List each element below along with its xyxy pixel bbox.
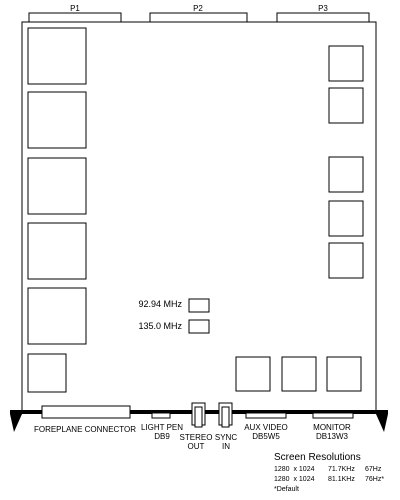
monitor-sublabel: DB13W3	[315, 432, 349, 441]
bracket-right-tab	[376, 414, 388, 432]
connector-p1	[29, 13, 121, 22]
resolution-default-note: *Default	[274, 486, 299, 493]
oscillator-1-label: 92.94 MHz	[138, 299, 182, 309]
sync-in-plug	[222, 407, 229, 427]
chip	[327, 357, 361, 391]
connector-p2-label: P2	[193, 4, 203, 13]
aux-video-sublabel: DB5W5	[252, 432, 280, 441]
chip	[236, 357, 270, 391]
chip	[329, 46, 363, 81]
aux-video-connector	[246, 413, 286, 418]
chip	[329, 88, 363, 123]
connector-p3-label: P3	[318, 4, 328, 13]
bracket-left-tab	[10, 414, 22, 432]
resolution-row-2-hfreq: 81.1KHz	[328, 476, 355, 483]
chip	[28, 354, 66, 392]
connector-p3	[277, 13, 369, 22]
stereo-out-plug	[195, 407, 202, 427]
oscillator-2	[189, 320, 209, 333]
right-chip-column	[329, 46, 363, 278]
chip	[28, 223, 86, 279]
chip	[28, 92, 86, 148]
oscillator-2-label: 135.0 MHz	[138, 321, 182, 331]
chip	[282, 357, 316, 391]
sync-in-label: SYNC	[214, 433, 238, 442]
foreplane-label: FOREPLANE CONNECTOR	[33, 425, 137, 434]
resolution-row-2-vfreq: 76Hz*	[365, 476, 385, 483]
chip	[28, 288, 86, 344]
stereo-out-sublabel: OUT	[187, 442, 205, 451]
resolution-row-1-vfreq: 67Hz	[365, 466, 382, 473]
chip	[329, 243, 363, 278]
monitor-connector	[313, 413, 353, 418]
chip	[329, 201, 363, 236]
chip	[329, 157, 363, 192]
bottom-chip-row	[236, 357, 361, 391]
foreplane-connector	[42, 406, 130, 418]
monitor-label: MONITOR	[313, 423, 351, 432]
oscillator-group	[138, 299, 209, 333]
light-pen-label: LIGHT PEN	[140, 423, 184, 432]
resolution-row-2-res: 1280 x 1024	[274, 476, 315, 483]
chip	[28, 158, 86, 214]
chip	[28, 28, 86, 84]
connector-p2	[150, 13, 247, 22]
screen-resolutions	[274, 452, 384, 493]
connector-p1-label: P1	[70, 4, 80, 13]
aux-video-label: AUX VIDEO	[244, 423, 288, 432]
light-pen-connector	[152, 413, 170, 418]
sync-in-sublabel: IN	[222, 442, 230, 451]
screen-resolutions-title: Screen Resolutions	[274, 452, 361, 463]
resolution-row-1-res: 1280 x 1024	[274, 466, 315, 473]
light-pen-sublabel: DB9	[154, 432, 170, 441]
stereo-out-label: STEREO	[179, 433, 213, 442]
rear-panel-labels	[34, 423, 351, 451]
oscillator-1	[189, 299, 209, 312]
top-connectors	[29, 4, 369, 22]
resolution-row-1-hfreq: 71.7KHz	[328, 466, 355, 473]
left-chip-column	[28, 28, 86, 392]
